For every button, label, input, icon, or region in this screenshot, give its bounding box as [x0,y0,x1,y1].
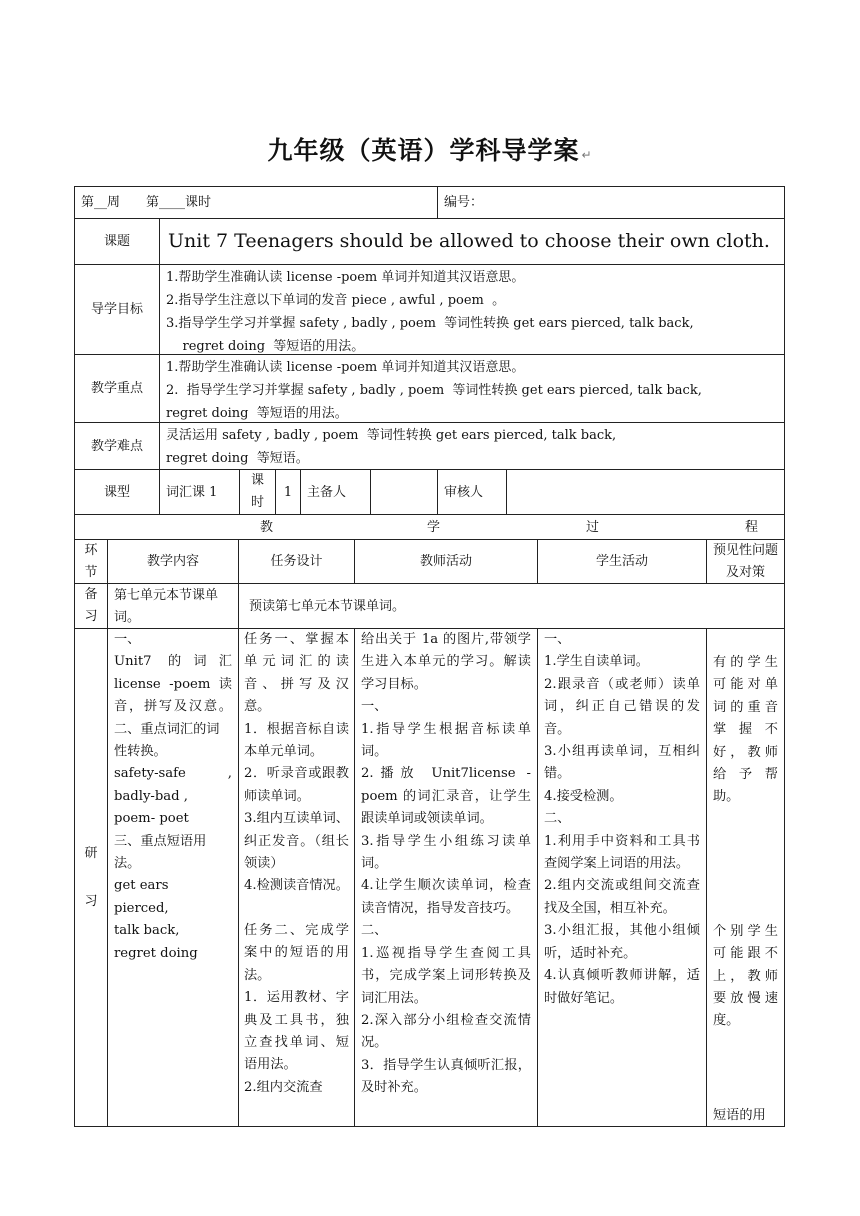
lesson-type-value: 词汇课 1 [159,469,240,515]
teacher-item: 3.指导学生小组练习读单词。 [361,833,531,872]
task-item: 1．根据音标自读本单元单词。 [244,721,349,760]
content-item: 二、重点词汇的词性转换。 [114,721,220,760]
student-item: 2.跟录音（或老师）读单词，纠正自己错误的发音。 [544,676,700,737]
lesson-type-label: 课型 [74,469,160,515]
reviewer-label: 审核人 [437,469,507,515]
study-student [537,628,707,1127]
study-teacher [354,628,538,1127]
key-point-line: 1.帮助学生准确认读 license -poem 单词并知道其汉语意思。 [166,360,525,375]
task-item: 3.组内互读单词、纠正发音。（组长领读） [244,811,349,872]
study-task [238,628,355,1127]
col-content: 教学内容 [107,539,239,584]
col-task: 任务设计 [238,539,355,584]
student-item: 二、 [544,811,571,827]
period-label: 课时 [239,469,276,515]
goal-line: 2.指导学生注意以下单词的发音 piece , awful , poem 。 [166,293,506,308]
period-value: 1 [275,469,301,515]
content-item: safety-safe , [114,766,232,782]
task-item: 任务二、完成学案中的短语的用法。 [244,922,349,983]
goals-label: 导学目标 [74,264,160,355]
content-item: get ears [114,878,169,894]
preparer-value [370,469,438,515]
teacher-item: 给出关于 1a 的图片,带领学生进入本单元的学习。解读学习目标。 [361,632,531,692]
col-student: 学生活动 [537,539,707,584]
number-cell: 编号： [437,186,785,219]
week-period-cell: 第__周 第____课时 [74,186,438,219]
student-item: 3.小组汇报，其他小组倾听，适时补充。 [544,923,700,961]
task-item: 任务一、掌握本单元词汇的读音、拼写及汉意。 [244,632,349,715]
key-point-line: regret doing 等短语的用法。 [166,406,348,421]
task-spacer [244,898,349,920]
goal-line: 1.帮助学生准确认读 license -poem 单词并知道其汉语意思。 [166,270,525,285]
difficulty-line: regret doing 等短语。 [166,451,309,466]
col-stage: 环节 [74,539,108,584]
key-points-label: 教学重点 [74,354,160,423]
content-item: Unit7 的词汇license -poem 读音，拼写及汉意。 [114,654,232,715]
student-item: 4.接受检测。 [544,788,623,804]
student-item: 4.认真倾听教师讲解，适时做好笔记。 [544,968,700,1006]
col-foresee: 预见性问题及对策 [706,539,785,584]
content-item: regret doing [114,945,198,961]
task-item: 2．听录音或跟教师读单词。 [244,766,349,804]
difficulties-label: 教学难点 [74,422,160,470]
study-stage: 研习 [74,628,108,1127]
content-item: poem- poet [114,811,189,827]
foresee-item: 个别学生可能跟不上，教师要放慢速度。 [713,923,778,1029]
student-item: 3.小组再读单词，互相纠错。 [544,744,700,782]
student-item: 1.利用手中资料和工具书查阅学案上词语的用法。 [544,833,700,872]
content-item: talk back, [114,923,180,939]
study-foresee [706,628,785,1127]
prep-task: 预读第七单元本节课单词。 [238,583,785,629]
col-teacher: 教师活动 [354,539,538,584]
student-item: 2.组内交流或组间交流查找及全国，相互补充。 [544,878,700,916]
prep-content: 第七单元本节课单词。 [107,583,239,629]
teacher-item: 1.指导学生根据音标读单词。 [361,721,531,760]
student-item: 1.学生自读单词。 [544,654,649,670]
topic-label: 课题 [74,218,160,265]
teacher-item: 1.巡视指导学生查阅工具书，完成学案上词形转换及词汇用法。 [361,945,531,1006]
goals-content [159,264,785,355]
study-content [107,628,239,1127]
content-item: pierced, [114,900,169,916]
goal-line: 3.指导学生学习并掌握 safety , badly , poem 等词性转换 get ears pierced, talk back, [166,316,694,331]
goal-line: regret doing 等短语的用法。 [166,339,365,354]
difficulties-content [159,422,785,470]
student-item: 一、 [544,632,571,647]
foresee-item: 短语的用 [713,1108,766,1123]
task-item: 4.检测读音情况。 [244,878,349,894]
teacher-item: 一、 [361,699,388,715]
teacher-item: 3．指导学生认真倾听汇报，及时补充。 [361,1057,531,1096]
foresee-item: 有的学生可能对单词的重音掌握不好，教师给予帮助。 [713,655,778,805]
key-point-line: 2. 指导学生学习并掌握 safety , badly , poem 等词性转换 get ears pierced, talk back, [166,383,702,398]
content-item: 三、重点短语用法。 [114,833,207,872]
task-item: 2.组内交流查 [244,1079,323,1095]
topic-value: Unit 7 Teenagers should be allowed to choose their own cloth. [159,218,785,265]
teacher-item: 二、 [361,923,388,939]
content-item: 一、 [114,632,141,647]
content-item: badly-bad , [114,788,188,804]
teacher-item: 4.让学生顺次读单词，检查读音情况，指导发音技巧。 [361,878,531,916]
page-title: 九年级（英语）学科导学案 ↵ [267,136,593,165]
reviewer-value [506,469,785,515]
teacher-item: 2.深入部分小组检查交流情况。 [361,1012,531,1051]
difficulty-line: 灵活运用 safety , badly , poem 等词性转换 get ears pierced, talk back, [166,428,617,443]
prep-stage: 备习 [74,583,108,629]
teacher-item: 2.播放 Unit7license -poem 的词汇录音，让学生跟读单词或领读单词。 [361,766,531,827]
key-points-content [159,354,785,423]
preparer-label: 主备人 [300,469,371,515]
process-header: 教 学 过 程 [74,514,785,540]
task-item: 1．运用教材、字典及工具书，独立查找单词、短语用法。 [244,990,349,1073]
